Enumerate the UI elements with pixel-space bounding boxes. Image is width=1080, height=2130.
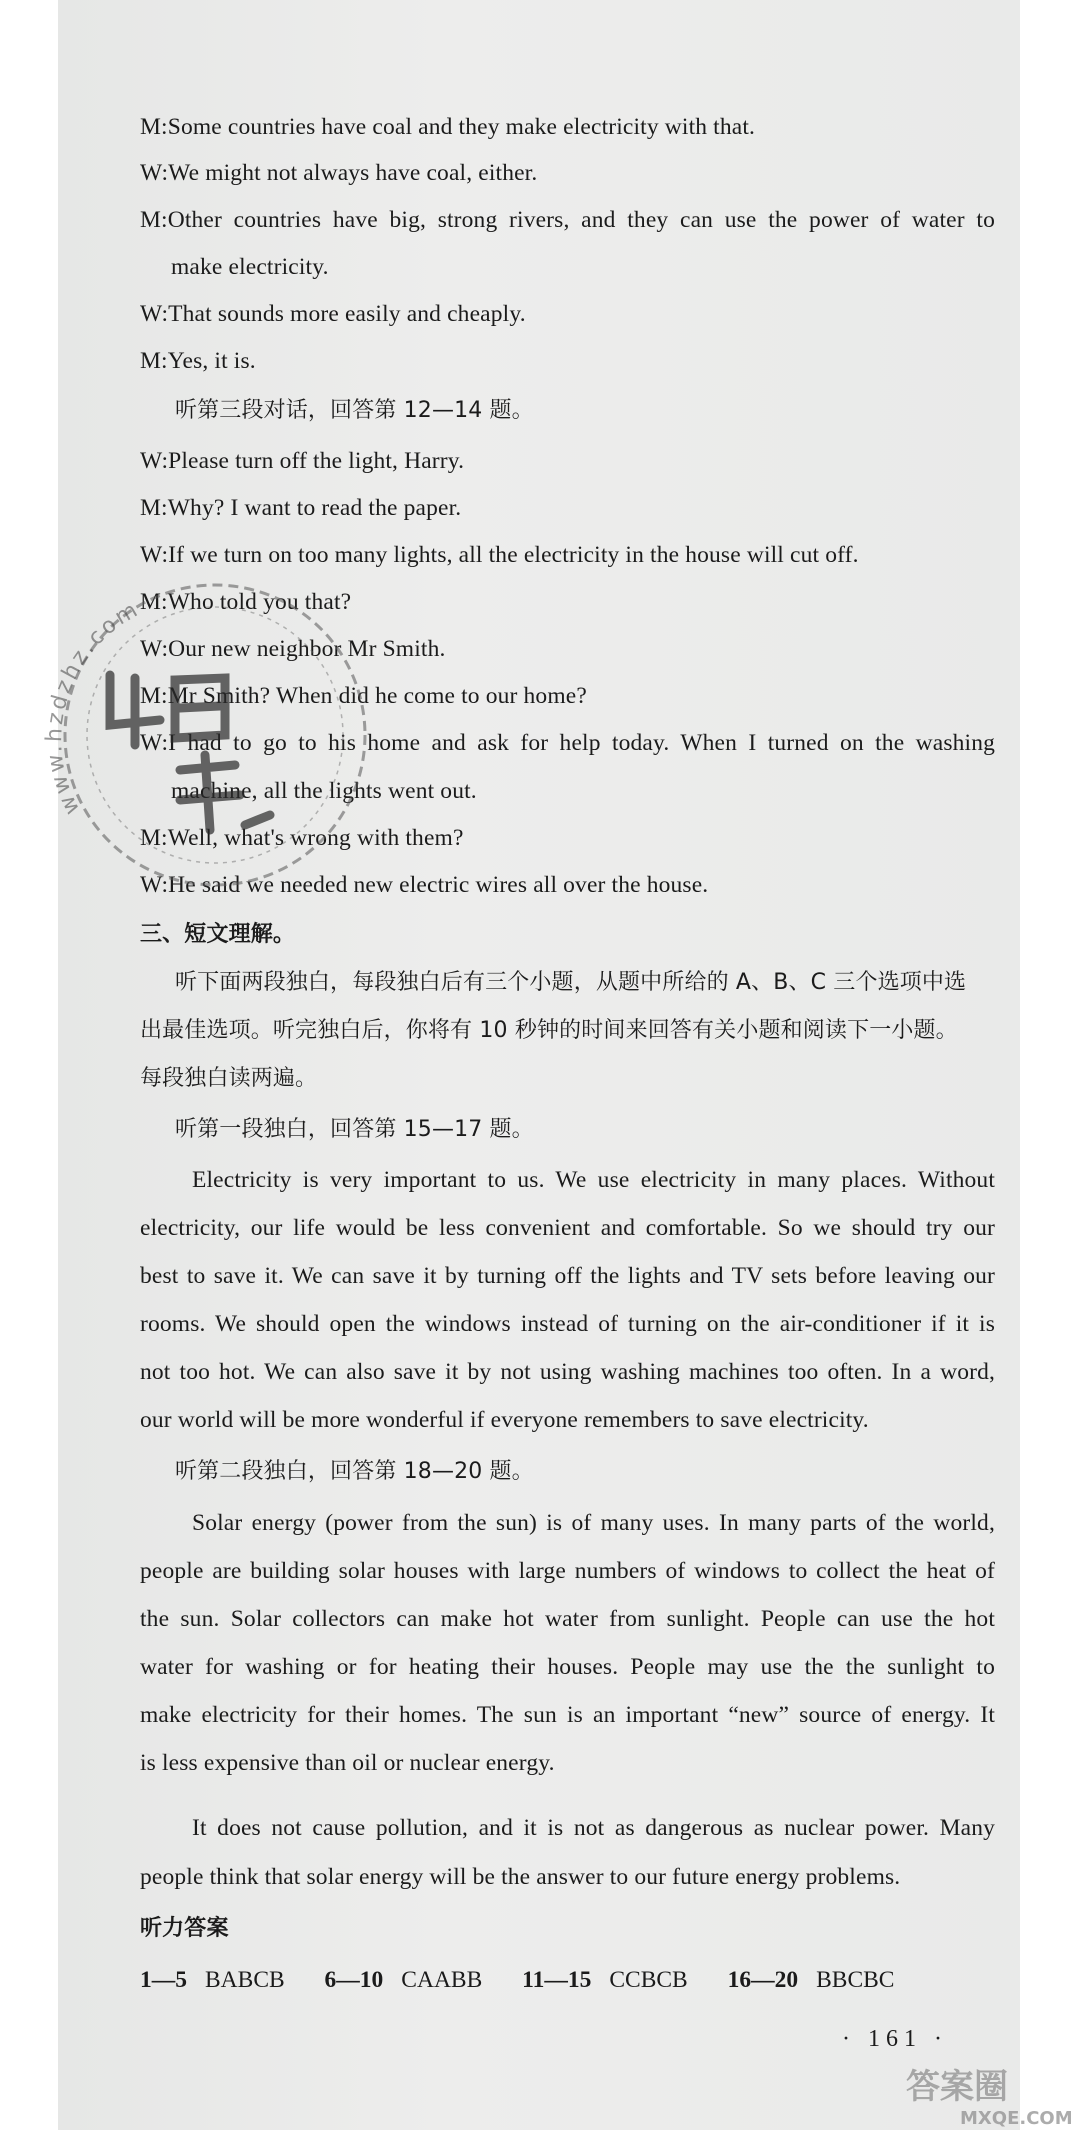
dialogue-line: machine, all the lights went out.	[171, 778, 477, 804]
svg-text:MXQE.COM: MXQE.COM	[960, 2108, 1073, 2129]
dialogue-line: M:Who told you that?	[140, 589, 352, 615]
svg-text:www.hzdzhz.com: www.hzdzhz.com	[41, 596, 145, 819]
instructions-line: 听下面两段独白，每段独白后有三个小题，从题中所给的 A、B、C 三个选项中选	[175, 970, 967, 995]
answer-group: 1—5 BABCB	[140, 1967, 285, 1993]
dialogue-line: M:Yes, it is.	[140, 348, 256, 374]
answers-heading: 听力答案	[140, 1916, 229, 1941]
dialogue3-intro: 听第三段对话，回答第 12—14 题。	[175, 398, 534, 423]
dialogue-line: W:Please turn off the light, Harry.	[140, 448, 465, 474]
dialogue-line: M:Other countries have big, strong rivers, and they can use the power of water to	[140, 207, 995, 233]
answer-group: 6—10 CAABB	[324, 1967, 483, 1993]
answer-group: 11—15 CCBCB	[522, 1967, 688, 1993]
instructions-line: 每段独白读两遍。	[140, 1066, 318, 1091]
dialogue-line: M:Some countries have coal and they make electricity with that.	[140, 114, 756, 140]
monologue-line: our world will be more wonderful if everyone remembers to save electricity.	[140, 1407, 869, 1433]
answer-key	[140, 1965, 928, 1995]
monologue-line: not too hot. We can also save it by not using washing machines too often. In a word,	[140, 1359, 995, 1385]
dialogue-line: M:Why? I want to read the paper.	[140, 495, 462, 521]
dialogue-line: W:If we turn on too many lights, all the electricity in the house will cut off.	[140, 542, 859, 568]
monologue2-intro: 听第二段独白，回答第 18—20 题。	[175, 1459, 534, 1484]
dialogue-line: M:Mr Smith? When did he come to our home?	[140, 683, 587, 709]
section-heading: 三、短文理解。	[140, 922, 296, 947]
svg-text:答案圈: 答案圈	[906, 2067, 1008, 2107]
monologue-line: Solar energy (power from the sun) is of many uses. In many parts of the world,	[192, 1510, 995, 1536]
monologue-line: electricity, our life would be less convenient and comfortable. So we should try our	[140, 1215, 995, 1241]
answer-group: 16—20 BBCBC	[727, 1967, 895, 1993]
dialogue-line: W:That sounds more easily and cheaply.	[140, 301, 526, 327]
left-margin	[0, 0, 58, 2130]
monologue-line: Electricity is very important to us. We use electricity in many places. Without	[192, 1167, 995, 1193]
monologue-line: rooms. We should open the windows instead of turning on the air-conditioner if it is	[140, 1311, 995, 1337]
instructions-line: 出最佳选项。听完独白后，你将有 10 秒钟的时间来回答有关小题和阅读下一小题。	[140, 1018, 958, 1043]
monologue-line: people think that solar energy will be the answer to our future energy problems.	[140, 1864, 901, 1890]
monologue-line: water for washing or for heating their houses. People may use the the sunlight to	[140, 1654, 995, 1680]
monologue-line: It does not cause pollution, and it is not as dangerous as nuclear power. Many	[192, 1815, 995, 1841]
monologue-line: best to save it. We can save it by turning off the lights and TV sets before leaving our	[140, 1263, 995, 1289]
dialogue-line: W:I had to go to his home and ask for help today. When I turned on the washing	[140, 730, 995, 756]
right-margin	[1020, 0, 1080, 2130]
dialogue-line: make electricity.	[171, 254, 329, 280]
monologue-line: people are building solar houses with large numbers of windows to collect the heat of	[140, 1558, 995, 1584]
monologue1-intro: 听第一段独白，回答第 15—17 题。	[175, 1117, 534, 1142]
dialogue-line: W:Our new neighbor Mr Smith.	[140, 636, 446, 662]
dialogue-line: W:He said we needed new electric wires all over the house.	[140, 872, 709, 898]
monologue-line: the sun. Solar collectors can make hot water from sunlight. People can use the hot	[140, 1606, 995, 1632]
monologue-line: is less expensive than oil or nuclear energy.	[140, 1750, 555, 1776]
dialogue-line: W:We might not always have coal, either.	[140, 160, 538, 186]
page-number: · 161 ·	[842, 2026, 948, 2052]
monologue-line: make electricity for their homes. The sun is an important “new” source of energy. It	[140, 1702, 995, 1728]
dialogue-line: M:Well, what's wrong with them?	[140, 825, 464, 851]
